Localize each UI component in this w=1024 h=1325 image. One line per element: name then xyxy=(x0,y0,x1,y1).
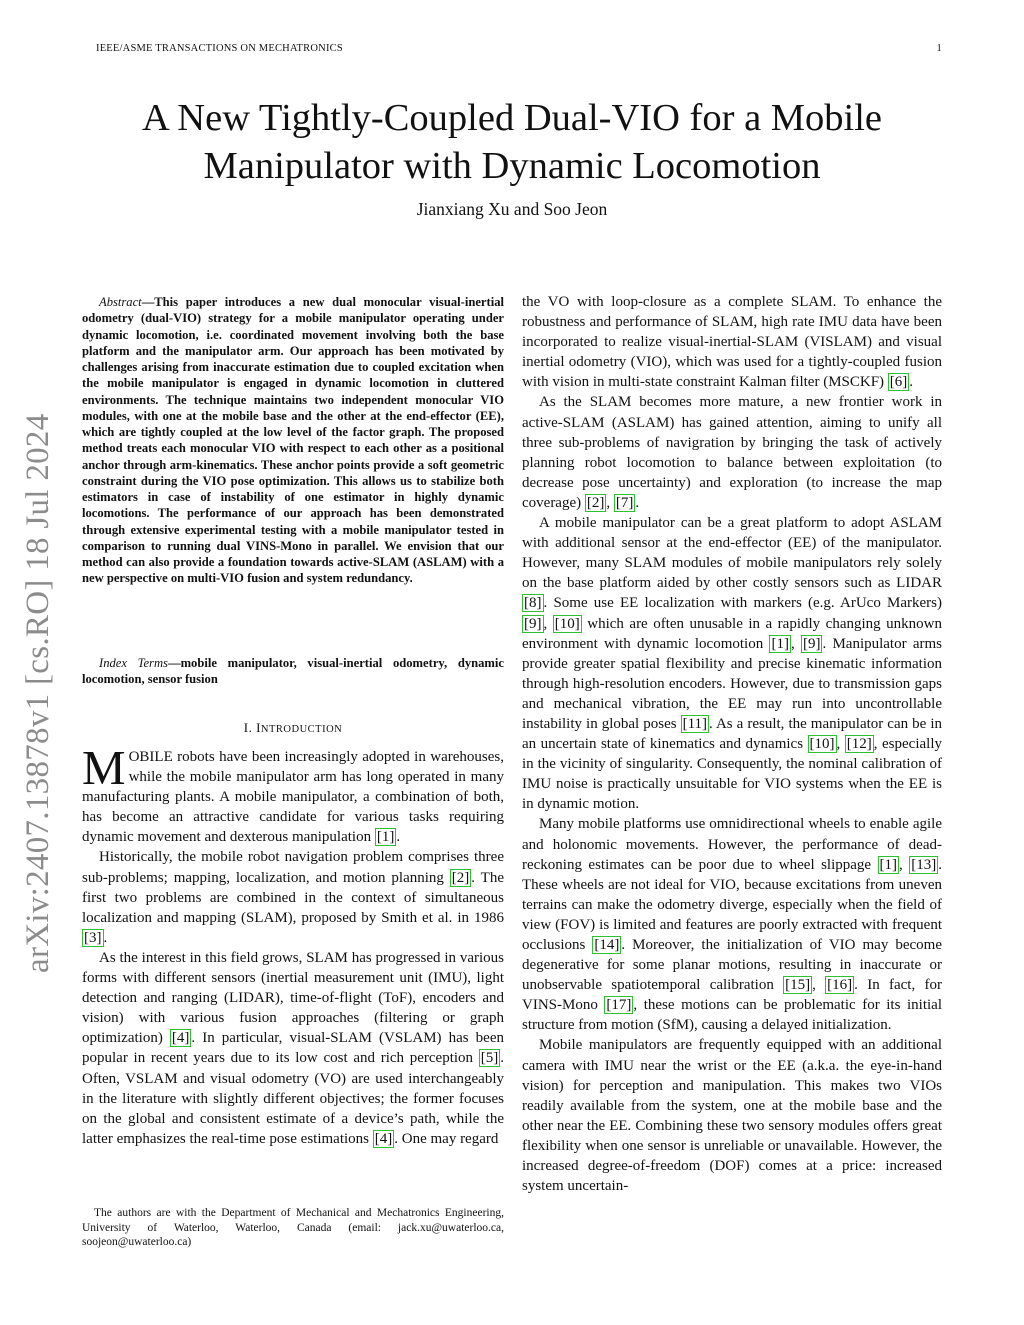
abstract xyxy=(82,294,504,587)
citation-link[interactable]: [10] xyxy=(809,736,835,753)
text-run: , xyxy=(812,977,826,994)
text-run: . These wheels are not ideal for VIO, because excitations from uneven terrains can make the odometry diverge, especially when the field of view (FOV) is limited and features are poorly extracted with frequent occlusions xyxy=(522,856,942,953)
citation-link[interactable]: [1] xyxy=(771,635,789,652)
index-terms xyxy=(82,655,504,688)
small-caps-lead: OBILE xyxy=(128,749,173,765)
intro-paragraph-3 xyxy=(82,948,504,1149)
citation-link[interactable]: [14] xyxy=(594,937,620,953)
citation-link[interactable]: [8] xyxy=(524,595,542,612)
citation-link[interactable]: [2] xyxy=(451,869,470,886)
journal-name: IEEE/ASME TRANSACTIONS ON MECHATRONICS xyxy=(96,43,343,54)
text-run: . In fact, for VINS-Mono xyxy=(522,977,942,1014)
text-run: . xyxy=(909,374,914,391)
text-run: . The first two problems are combined in the context of simultaneous localization and mapping (SLAM), proposed by Smith et al. in 1986 xyxy=(82,869,504,926)
text-run: , these motions can be problematic for its initial structure from motion (SfM), causing a delayed initialization. xyxy=(522,997,942,1034)
right-paragraph-2 xyxy=(522,392,942,513)
citation-link[interactable]: [10] xyxy=(554,615,580,632)
text-run: the VO with loop-closure as a complete SLAM. To enhance the robustness and performance of SLAM, high rate IMU data have been incorporated to realize visual-inertial-SLAM (VISLAM) and visual inertial odometry (VIO), which was used for a tightly-coupled fusion with vision in multi-state constraint Kalman filter (MSCKF) xyxy=(522,294,942,391)
right-paragraph-5 xyxy=(522,1035,942,1196)
citation-link[interactable]: [1] xyxy=(376,829,395,846)
citation-link[interactable]: [1] xyxy=(879,856,898,873)
citation-link[interactable]: [16] xyxy=(827,977,853,994)
right-paragraph-3 xyxy=(522,513,942,814)
citation-link[interactable]: [13] xyxy=(911,856,937,873)
title-line-1: A New Tightly-Coupled Dual-VIO for a Mobile xyxy=(142,97,882,139)
text-run: , especially in the vicinity of singularity. Consequently, the nominal calibration of IMU noise is practically unsuitable for VIO systems when the EE is in dynamic motion. xyxy=(522,736,942,813)
citation-link[interactable]: [9] xyxy=(524,615,542,632)
citation-link[interactable]: [11] xyxy=(682,715,708,732)
drop-cap: M xyxy=(82,740,126,795)
section-first-letter: I xyxy=(256,720,261,735)
footnote-text: The authors are with the Department of Mechanical and Mechatronics Engineering, University of Waterloo, Waterloo, Canada (email: jack.xu@uwaterloo.ca, soojeon@uwaterloo.ca) xyxy=(82,1207,504,1249)
title-line-2: Manipulator with Dynamic Locomotion xyxy=(203,145,821,187)
index-terms-label: Index Terms xyxy=(99,656,168,670)
section-title-rest: NTRODUCTION xyxy=(260,724,343,735)
page-number: 1 xyxy=(936,43,942,54)
citation-link[interactable]: [12] xyxy=(846,736,872,753)
text-run: . As a result, the manipulator can be in an uncertain state of kinematics and dynamics xyxy=(522,715,942,753)
text-run: Mobile manipulators are frequently equipped with an additional camera with IMU near the wrist or the EE (a.k.a. the eye-in-hand vision) for perception and manipulation. This makes two VIOs readily available from the system, one at the mobile base and the other near the EE. Combining these two sensory modules offers great flexibility when one sensor is unreliable or unavailable. However, the increased degree-of-freedom (DOF) comes at a price: increased system uncertain- xyxy=(522,1037,942,1195)
intro-paragraph-1 xyxy=(82,740,504,847)
citation-link[interactable]: [3] xyxy=(84,929,102,946)
text-run: As the interest in this field grows, SLAM has progressed in various forms with different sensors (inertial measurement unit (IMU), light detection and ranging (LIDAR), time-of-flight (ToF), encoders and vision) with various fusion approaches (filtering or graph optimization) xyxy=(82,949,504,1047)
citation-link[interactable]: [2] xyxy=(586,494,605,511)
index-terms-text: —mobile manipulator, visual-inertial odometry, dynamic locomotion, sensor fusion xyxy=(82,656,504,687)
arxiv-identifier[interactable]: arXiv:2407.13878v1 [cs.RO] 18 Jul 2024 xyxy=(20,413,56,973)
text-run: . Moreover, the initialization of VIO may become degenerative for some planar motions, resulting in inaccurate or unobservable spatiotemporal calibration xyxy=(522,937,942,994)
citation-link[interactable]: [5] xyxy=(480,1050,499,1067)
citation-link[interactable]: [15] xyxy=(785,977,811,994)
text-run: which are often unusable in a rapidly changing unknown environment with dynamic locomotion xyxy=(522,615,942,652)
left-column-body xyxy=(82,740,504,1149)
author-affiliation-footnote xyxy=(82,1206,504,1250)
section-heading-introduction xyxy=(82,720,504,736)
text-run: As the SLAM becomes more mature, a new frontier work in active-SLAM (ASLAM) has gained attention, aiming to unify all three sub-problems of navigration by bringing the task of actively planning robot locomotion to balance between exploitation (to decrease pose uncertainty) and exploration (to increase the map coverage) xyxy=(522,394,942,511)
citation-link[interactable]: [17] xyxy=(606,997,632,1014)
text-run: . In particular, visual-SLAM (VSLAM) has been popular in recent years due to its low cost and rich perception xyxy=(82,1030,504,1067)
text-run: robots have been increasingly adopted in warehouses, while the mobile manipulator arm has long operated in many manufacturing plants. A mobile manipulator, a combination of both, has become an attractive candidate for various tasks requiring dynamic movement and dexterous manipulation xyxy=(82,749,504,846)
author-list: Jianxiang Xu and Soo Jeon xyxy=(416,199,608,219)
text-run: Many mobile platforms use omnidirectional wheels to enable agile and holonomic movements. However, the performance of dead-reckoning estimates can be poor due to wheel slippage xyxy=(522,816,942,873)
text-run: , xyxy=(543,615,553,632)
section-numeral: I. xyxy=(243,720,257,735)
text-run: . xyxy=(396,829,401,846)
paper-title xyxy=(60,94,964,190)
text-run: , xyxy=(899,856,910,873)
right-paragraph-4 xyxy=(522,814,942,1035)
abstract-label: Abstract xyxy=(99,295,142,309)
text-run: Historically, the mobile robot navigation problem comprises three sub-problems; mapping, localization, and motion planning xyxy=(82,849,504,886)
text-run: A mobile manipulator can be a great platform to adopt ASLAM with additional sensor at the end-effector (EE) of the manipulator. However, many SLAM modules of mobile manipulators rely solely on the base platform aided by other costly sensors such as LIDAR xyxy=(522,515,942,592)
right-column-body xyxy=(522,292,942,1196)
citation-link[interactable]: [6] xyxy=(889,374,908,391)
text-run: . Some use EE localization with markers (e.g. ArUco Markers) xyxy=(543,595,942,612)
right-paragraph-1 xyxy=(522,292,942,392)
text-run: . Manipulator arms provide greater spatial flexibility and precise kinematic information through high-resolution encoders. However, due to transmission gaps and mechanical vibration, the EE may run into uncontrollable instability in global poses xyxy=(522,635,943,732)
text-run: . One may regard xyxy=(394,1130,499,1147)
text-run: , xyxy=(606,494,614,511)
text-run: . xyxy=(103,929,108,946)
citation-link[interactable]: [7] xyxy=(615,494,634,511)
intro-paragraph-2 xyxy=(82,847,504,947)
text-run: . xyxy=(635,494,640,511)
abstract-text: —This paper introduces a new dual monocular visual-inertial odometry (dual-VIO) strategy for a mobile manipulator operating under dynamic locomotion, i.e. coordinated movement involving both the base platform and the manipulator arm. Our approach has been motivated by challenges arising from inaccurate estimation due to coupled excitation when the mobile manipulator is engaged in dynamic locomotion in cluttered environments. The technique maintains two independent monocular VIO modules, with one at the mobile base and the other at the end-effector (EE), which are tightly coupled at the low level of the factor graph. The proposed method treats each monocular VIO with respect to each other as a positional anchor through arm-kinematics. These anchor points provide a soft geometric constraint during the VIO pose optimization. This allows us to stabilize both estimators in case of instability of one estimator in highly dynamic locomotions. The performance of our approach has been demonstrated through extensive experimental testing with a mobile manipulator tested in comparison to running dual VINS-Mono in parallel. We envision that our method can also provide a foundation towards active-SLAM (ASLAM) with a new perspective on multi-VIO fusion and system redundancy. xyxy=(82,295,504,586)
text-run: . Often, VSLAM and visual odometry (VO) are used interchangeably in the literature with slightly different objectives; the former focuses on the global and consistent estimate of a device’s path, while the latter emphasizes the real-time pose estimations xyxy=(82,1050,504,1147)
citation-link[interactable]: [9] xyxy=(802,635,821,652)
text-run: , xyxy=(836,736,845,753)
citation-link[interactable]: [4] xyxy=(374,1130,393,1147)
running-header xyxy=(96,43,942,54)
citation-link[interactable]: [4] xyxy=(171,1030,190,1047)
text-run: , xyxy=(790,635,801,652)
